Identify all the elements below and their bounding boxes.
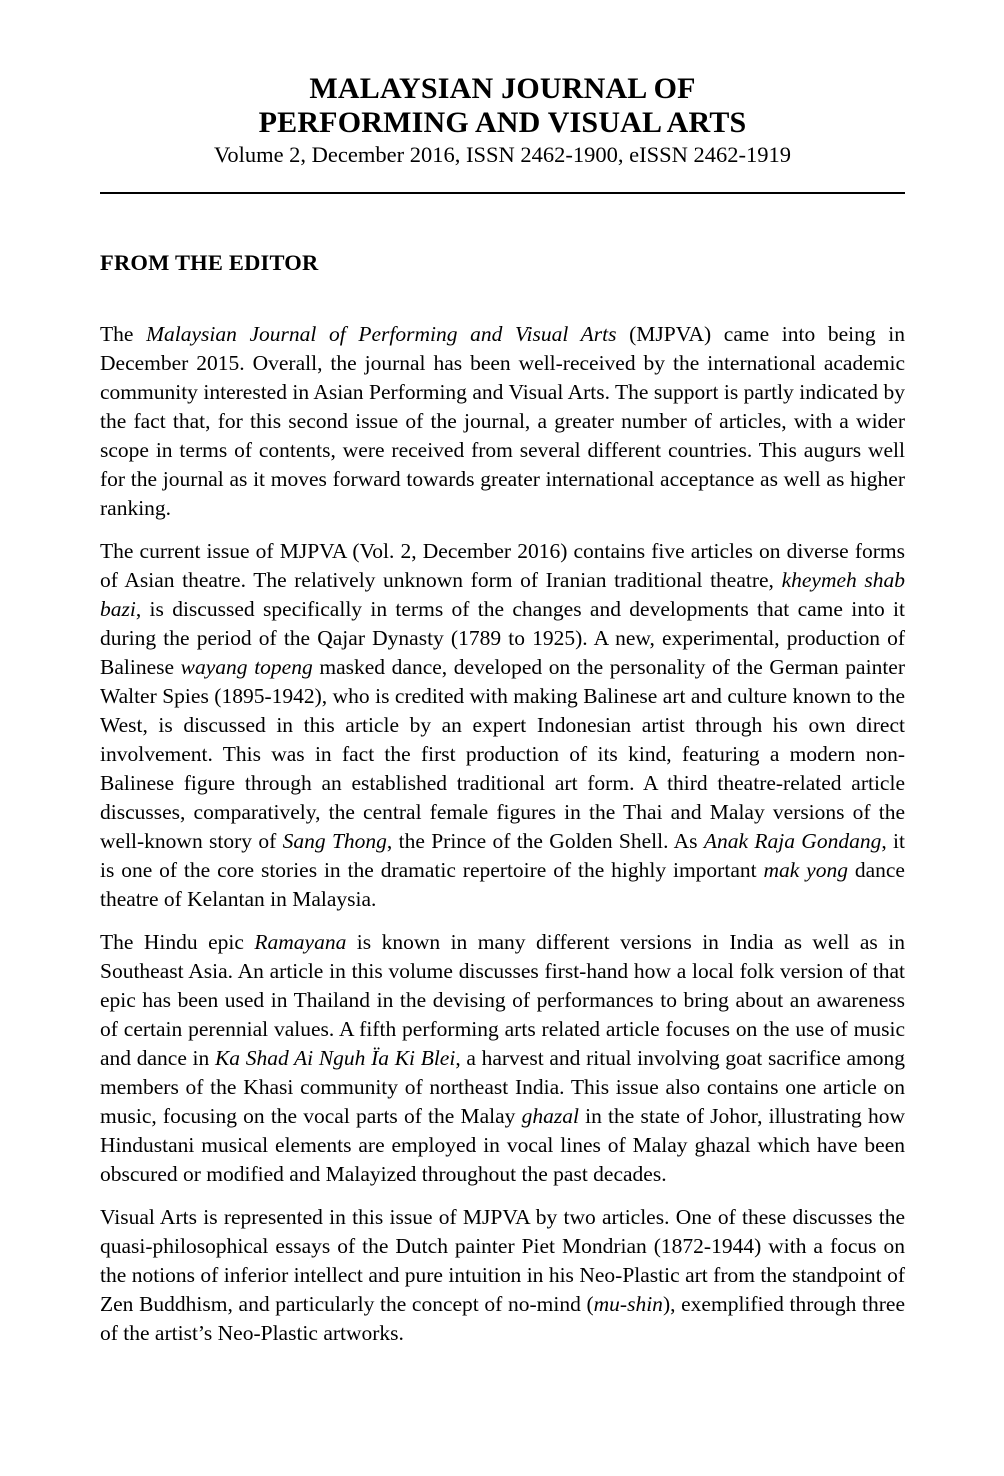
journal-masthead <box>100 72 905 170</box>
editorial-paragraph-1: The Malaysian Journal of Performing and Visual Arts (MJPVA) came into being in December 2015. Overall, the journal has been well-received by the international academic community interested in Asian Performing and Visual Arts. The support is partly indicated by the fact that, for this second issue of the journal, a greater number of articles, with a wider scope in terms of contents, were received from several different countries. This augurs well for the journal as it moves forward towards greater international acceptance as well as higher ranking. <box>100 322 905 520</box>
editorial-paragraph-2: The current issue of MJPVA (Vol. 2, December 2016) contains five articles on diverse forms of Asian theatre. The relatively unknown form of Iranian traditional theatre, kheymeh shab bazi, is discussed specifically in terms of the changes and developments that came into it during the period of the Qajar Dynasty (1789 to 1925). A new, experimental, production of Balinese wayang topeng masked dance, developed on the personality of the German painter Walter Spies (1895-1942), who is credited with making Balinese art and culture known to the West, is discussed in this article by an expert Indonesian artist through his own direct involvement. This was in fact the first production of its kind, featuring a modern non-Balinese figure through an established traditional art form. A third theatre-related article discusses, comparatively, the central female figures in the Thai and Malay versions of the well-known story of Sang Thong, the Prince of the Golden Shell. As Anak Raja Gondang, it is one of the core stories in the dramatic repertoire of the highly important mak yong dance theatre of Kelantan in Malaysia. <box>100 539 905 911</box>
editorial-paragraph-4: Visual Arts is represented in this issue of MJPVA by two articles. One of these discusses the quasi-philosophical essays of the Dutch painter Piet Mondrian (1872-1944) with a focus on the notions of inferior intellect and pure intuition in his Neo-Plastic art from the standpoint of Zen Buddhism, and particularly the concept of no-mind (mu-shin), exemplified through three of the artist’s Neo-Plastic artworks. <box>100 1205 905 1345</box>
editorial-paragraph-3: The Hindu epic Ramayana is known in many different versions in India as well as in Southeast Asia. An article in this volume discusses first-hand how a local folk version of that epic has been used in Thailand in the devising of performances to bring about an awareness of certain perennial values. A fifth performing arts related article focuses on the use of music and dance in Ka Shad Ai Nguh Ïa Ki Blei, a harvest and ritual involving goat sacrifice among members of the Khasi community of northeast India. This issue also contains one article on music, focusing on the vocal parts of the Malay ghazal in the state of Johor, illustrating how Hindustani musical elements are employed in vocal lines of Malay ghazal which have been obscured or modified and Malayized throughout the past decades. <box>100 930 906 1186</box>
header-rule <box>100 192 905 194</box>
section-heading: FROM THE EDITOR <box>100 250 319 275</box>
issue-line: Volume 2, December 2016, ISSN 2462-1900, eISSN 2462-1919 <box>213 142 792 167</box>
editorial-body <box>100 320 905 1348</box>
journal-title-line1: MALAYSIAN JOURNAL OF <box>309 72 696 105</box>
journal-title-line2: PERFORMING AND VISUAL ARTS <box>258 106 747 139</box>
